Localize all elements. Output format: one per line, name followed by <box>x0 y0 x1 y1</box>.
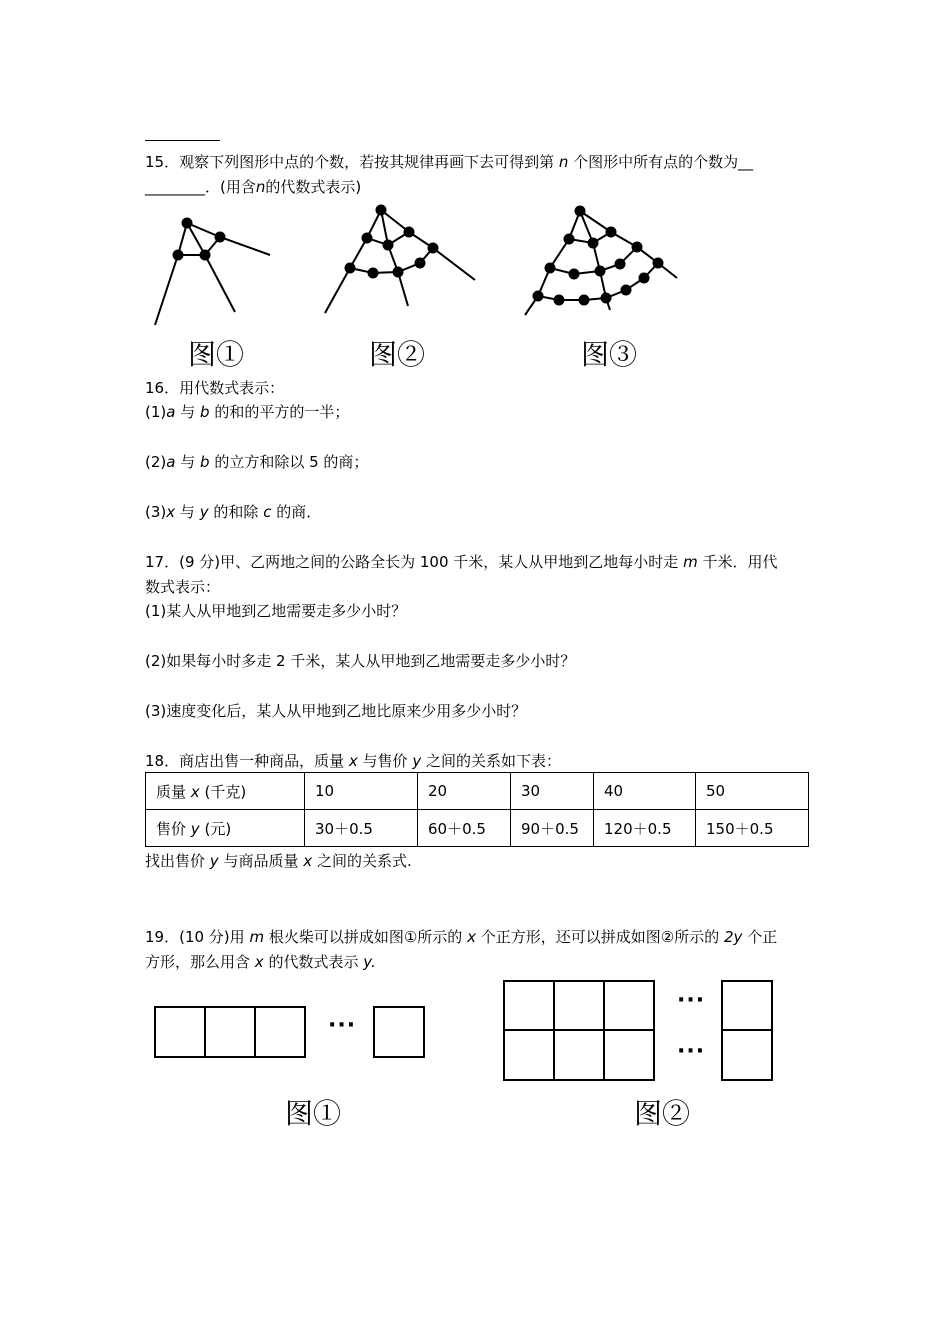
q16-p3-num: (3) <box>145 503 167 521</box>
q18-row2-header <box>146 810 305 847</box>
q16-p3-mid: 与 <box>179 503 195 521</box>
fig3-point <box>653 258 664 269</box>
q17-part1: (1)某人从甲地到乙地需要走多少小时？ <box>145 602 407 620</box>
fig3-point <box>632 242 643 253</box>
q17-line2: 数式表示： <box>145 578 221 596</box>
q19-line2 <box>145 952 376 972</box>
q19-var-x: x <box>467 928 476 946</box>
fig3-point <box>606 227 617 238</box>
q18-after-c: 之间的关系式. <box>316 852 412 870</box>
q15-var-n2: n <box>255 178 266 196</box>
q19-text-d: 个正 <box>747 928 778 946</box>
fig3-point <box>575 206 586 217</box>
q19-figures <box>0 970 950 1100</box>
q16-p1-num: (1) <box>145 403 167 421</box>
q15-text-d: 的代数式表示) <box>265 178 362 196</box>
q15-text-c: ．(用含 <box>205 178 256 196</box>
fig3-point <box>601 293 612 304</box>
q15-answer-blank: ________ <box>145 178 205 196</box>
q16-p2-mid: 与 <box>180 453 196 471</box>
fig2-point <box>345 263 356 274</box>
q18-row1-head-a: 质量 <box>156 782 187 801</box>
q19-fig2-caption: 图② <box>634 1097 691 1130</box>
q16-p2-num: (2) <box>145 453 167 471</box>
table-row <box>146 810 809 847</box>
q16-p2-var-a: a <box>166 453 176 471</box>
fig3-point <box>564 234 575 245</box>
q19-var-y: y. <box>363 953 376 971</box>
q16-part2 <box>145 452 368 472</box>
q19-var-x2: x <box>254 953 264 971</box>
q17-part3: (3)速度变化后，某人从甲地到乙地比原来少用多少小时？ <box>145 702 527 720</box>
table-cell: 120＋0.5 <box>594 810 696 847</box>
table-cell: 90＋0.5 <box>511 810 594 847</box>
fig3-point <box>588 238 599 249</box>
q18-table <box>145 772 809 847</box>
q19-text-c: 个正方形，还可以拼成如图②所示的 <box>480 928 720 946</box>
q18-after <box>145 851 412 871</box>
q18-after-var-y: y <box>209 852 219 870</box>
fig1-point <box>182 218 193 229</box>
q17-part2: (2)如果每小时多走 2 千米，某人从甲地到乙地需要走多少小时？ <box>145 652 576 670</box>
table-cell: 150＋0.5 <box>696 810 809 847</box>
table-cell: 30＋0.5 <box>305 810 418 847</box>
q16-part3 <box>145 502 321 522</box>
table-cell: 40 <box>594 773 696 810</box>
q16-p3-var-y: y <box>199 503 209 521</box>
q15-fig1-caption: 图① <box>188 338 245 371</box>
q19-text-e: 方形，那么用含 <box>145 953 251 971</box>
q15-text-a: 15．观察下列图形中点的个数，若按其规律再画下去可得到第 <box>145 153 555 171</box>
q18-intro-var-x: x <box>348 752 358 770</box>
q18-row1-head-var: x <box>190 782 200 801</box>
q18-row1-header <box>146 773 305 810</box>
fig1-last-square <box>374 1007 424 1057</box>
fig3-point <box>621 285 632 296</box>
fig2-point <box>404 227 415 238</box>
q17-text-a: 17．(9 分)甲、乙两地之间的公路全长为 100 千米，某人从甲地到乙地每小时走 <box>145 553 679 571</box>
q19-var-m: m <box>249 928 265 946</box>
q16-p1-var-a: a <box>166 403 176 421</box>
fig2-point <box>393 267 404 278</box>
q15-fig3-caption: 图③ <box>581 338 638 371</box>
table-cell: 30 <box>511 773 594 810</box>
fig2-lines <box>325 210 475 313</box>
q16-p3-post: 的商． <box>276 503 322 521</box>
q16-p1-post: 的和的平方的一半； <box>214 403 350 421</box>
q19-text-b: 根火柴可以拼成如图①所示的 <box>268 928 463 946</box>
q18-intro-var-y: y <box>412 752 422 770</box>
fig2-point <box>415 258 426 269</box>
table-cell: 20 <box>418 773 511 810</box>
q16-p1-mid: 与 <box>180 403 196 421</box>
fig1-lines <box>155 223 270 325</box>
q19-fig2-dots-top: ··· <box>677 988 706 1013</box>
q16-p2-post: 的立方和除以 5 的商； <box>214 453 369 471</box>
q18-after-a: 找出售价 <box>145 852 206 870</box>
table-cell: 60＋0.5 <box>418 810 511 847</box>
q18-after-var-x: x <box>303 852 313 870</box>
q16-title: 16．用代数式表示： <box>145 379 285 397</box>
fig2-point <box>368 268 379 279</box>
q16-p1-var-b: b <box>200 403 210 421</box>
q15-var-n: n <box>558 153 569 171</box>
table-cell: 10 <box>305 773 418 810</box>
q17-line1 <box>145 552 777 572</box>
fig3-point <box>595 266 606 277</box>
fig1-row-squares <box>155 1007 305 1057</box>
q17-text-b: 千米．用代 <box>702 553 778 571</box>
q15-figures <box>0 0 950 370</box>
fig2-point <box>383 240 394 251</box>
q18-row1-head-b: (千克) <box>204 782 247 801</box>
q16-p3-mid2: 的和除 <box>213 503 259 521</box>
q16-part1 <box>145 402 349 422</box>
q16-p3-var-x: x <box>166 503 176 521</box>
fig3-point <box>579 295 590 306</box>
q16-p3-var-c: c <box>263 503 272 521</box>
q18-row2-head-var: y <box>190 819 200 838</box>
q19-var-2y: 2y <box>723 928 743 946</box>
q18-intro <box>145 751 561 771</box>
q18-row2-head-a: 售价 <box>156 819 187 838</box>
fig1-point <box>200 250 211 261</box>
q19-fig1-caption: 图① <box>285 1097 342 1130</box>
q18-intro-c: 之间的关系如下表： <box>426 752 562 770</box>
fig3-point <box>569 269 580 280</box>
fig3-point <box>545 263 556 274</box>
q18-intro-a: 18．商店出售一种商品，质量 <box>145 752 345 770</box>
q16-p2-var-b: b <box>200 453 210 471</box>
q18-row2-head-b: (元) <box>204 819 232 838</box>
q15-fig2-caption: 图② <box>369 338 426 371</box>
fig3-point <box>639 273 650 284</box>
q19-fig2-dots-bottom: ··· <box>677 1039 706 1064</box>
q19-text-a: 19．(10 分)用 <box>145 928 245 946</box>
fig2-point <box>428 243 439 254</box>
table-row <box>146 773 809 810</box>
q17-var-m: m <box>683 553 698 571</box>
fig2-point <box>362 233 373 244</box>
q18-after-b: 与商品质量 <box>223 852 299 870</box>
fig3-point <box>615 259 626 270</box>
table-cell: 50 <box>696 773 809 810</box>
fig2-point <box>376 205 387 216</box>
fig3-point <box>554 295 565 306</box>
fig3-point <box>533 291 544 302</box>
fig1-point <box>215 232 226 243</box>
fig1-point <box>173 250 184 261</box>
q15-text-b: 个图形中所有点的个数为__ <box>573 153 754 171</box>
q19-fig1-dots: ··· <box>328 1013 357 1038</box>
q18-intro-b: 与售价 <box>362 752 408 770</box>
q19-text-f: 的代数式表示 <box>268 953 359 971</box>
q19-line1 <box>145 927 777 947</box>
